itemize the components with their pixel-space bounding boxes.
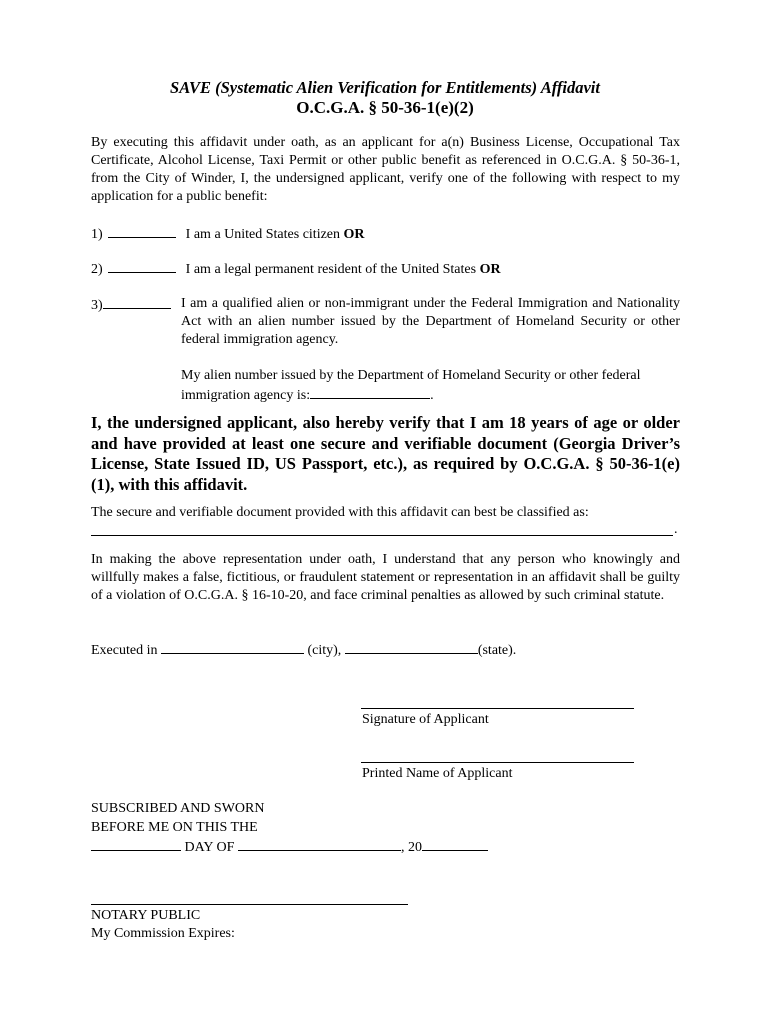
printed-name-line[interactable]: [361, 762, 634, 763]
alien-number-end: .: [430, 388, 434, 403]
signature-line[interactable]: [361, 708, 634, 709]
option-2-or: OR: [479, 262, 501, 277]
day-of-label: DAY OF: [184, 840, 235, 855]
alien-number-label: My alien number issued by the Department of Homeland Security or other federal immigration agency is:: [181, 368, 641, 403]
day-of-row: [91, 837, 488, 857]
option-2-blank[interactable]: [108, 259, 176, 273]
warning-paragraph: In making the above representation under oath, I understand that any person who knowingly and willfully makes a false, fictitious, or fraudulent statement or representation in an affidavit shall be guilty of a violation of O.C.G.A. § 16-10-20, and face criminal penalties as allowed by such criminal statute.: [91, 552, 680, 603]
option-2-number: 2): [91, 262, 103, 277]
state-label: (state).: [477, 643, 517, 658]
city-blank[interactable]: [161, 640, 304, 654]
month-blank[interactable]: [238, 837, 401, 851]
option-3-blank[interactable]: [103, 295, 171, 309]
option-1-number: 1): [91, 227, 103, 242]
before-me-text: BEFORE ME ON THIS THE: [91, 820, 258, 835]
age-verification-paragraph: I, the undersigned applicant, also hereby verify that I am 18 years of age or older and have provided at least one secure and verifiable document (Georgia Driver’s License, State Issued ID, US Passport, etc.), as required by O.C.G.A. § 50-36-1(e)(1), with this affidavit.: [91, 413, 680, 494]
state-blank[interactable]: [345, 640, 478, 654]
printed-name-label: Printed Name of Applicant: [362, 766, 513, 781]
year-prefix: , 20: [400, 840, 422, 855]
option-1-or: OR: [343, 227, 365, 242]
option-2: [91, 259, 501, 279]
executed-in-row: [91, 640, 516, 660]
commission-expires-label: My Commission Expires:: [91, 926, 235, 941]
executed-in-label: Executed in: [91, 643, 158, 658]
city-label: (city),: [307, 643, 342, 658]
intro-paragraph: By executing this affidavit under oath, as an applicant for a(n) Business License, Occupational Tax Certificate, Alcohol License, Taxi Permit or other public benefit as referenced in O.C.G.A. § 50-36-1, from the City of Winder, I, the undersigned applicant, verify one of the following with respect to my application for a public benefit:: [91, 135, 680, 204]
option-3-number: 3): [91, 298, 103, 313]
year-blank[interactable]: [422, 837, 488, 851]
document-title: SAVE (Systematic Alien Verification for Entitlements) Affidavit: [170, 78, 600, 97]
signature-label: Signature of Applicant: [362, 712, 489, 727]
day-blank[interactable]: [91, 837, 181, 851]
option-1: [91, 224, 365, 244]
option-3: [91, 295, 171, 315]
alien-number-field: [181, 367, 680, 405]
document-classification-label: The secure and verifiable document provided with this affidavit can best be classified as:: [91, 505, 589, 520]
alien-number-blank[interactable]: [310, 385, 430, 399]
notary-signature-line[interactable]: [91, 904, 408, 905]
document-classification-blank[interactable]: [91, 535, 673, 536]
option-1-blank[interactable]: [108, 224, 176, 238]
notary-public-label: NOTARY PUBLIC: [91, 908, 201, 923]
subscribed-sworn-text: SUBSCRIBED AND SWORN: [91, 801, 265, 816]
document-classification-end: .: [674, 522, 678, 537]
option-2-text: I am a legal permanent resident of the United States: [185, 262, 477, 277]
document-code: O.C.G.A. § 50-36-1(e)(2): [296, 98, 474, 117]
option-3-text: I am a qualified alien or non-immigrant under the Federal Immigration and Nationality Act with an alien number issued by the Department of Homeland Security or other federal immigration agency.: [181, 296, 680, 347]
option-1-text: I am a United States citizen: [185, 227, 341, 242]
